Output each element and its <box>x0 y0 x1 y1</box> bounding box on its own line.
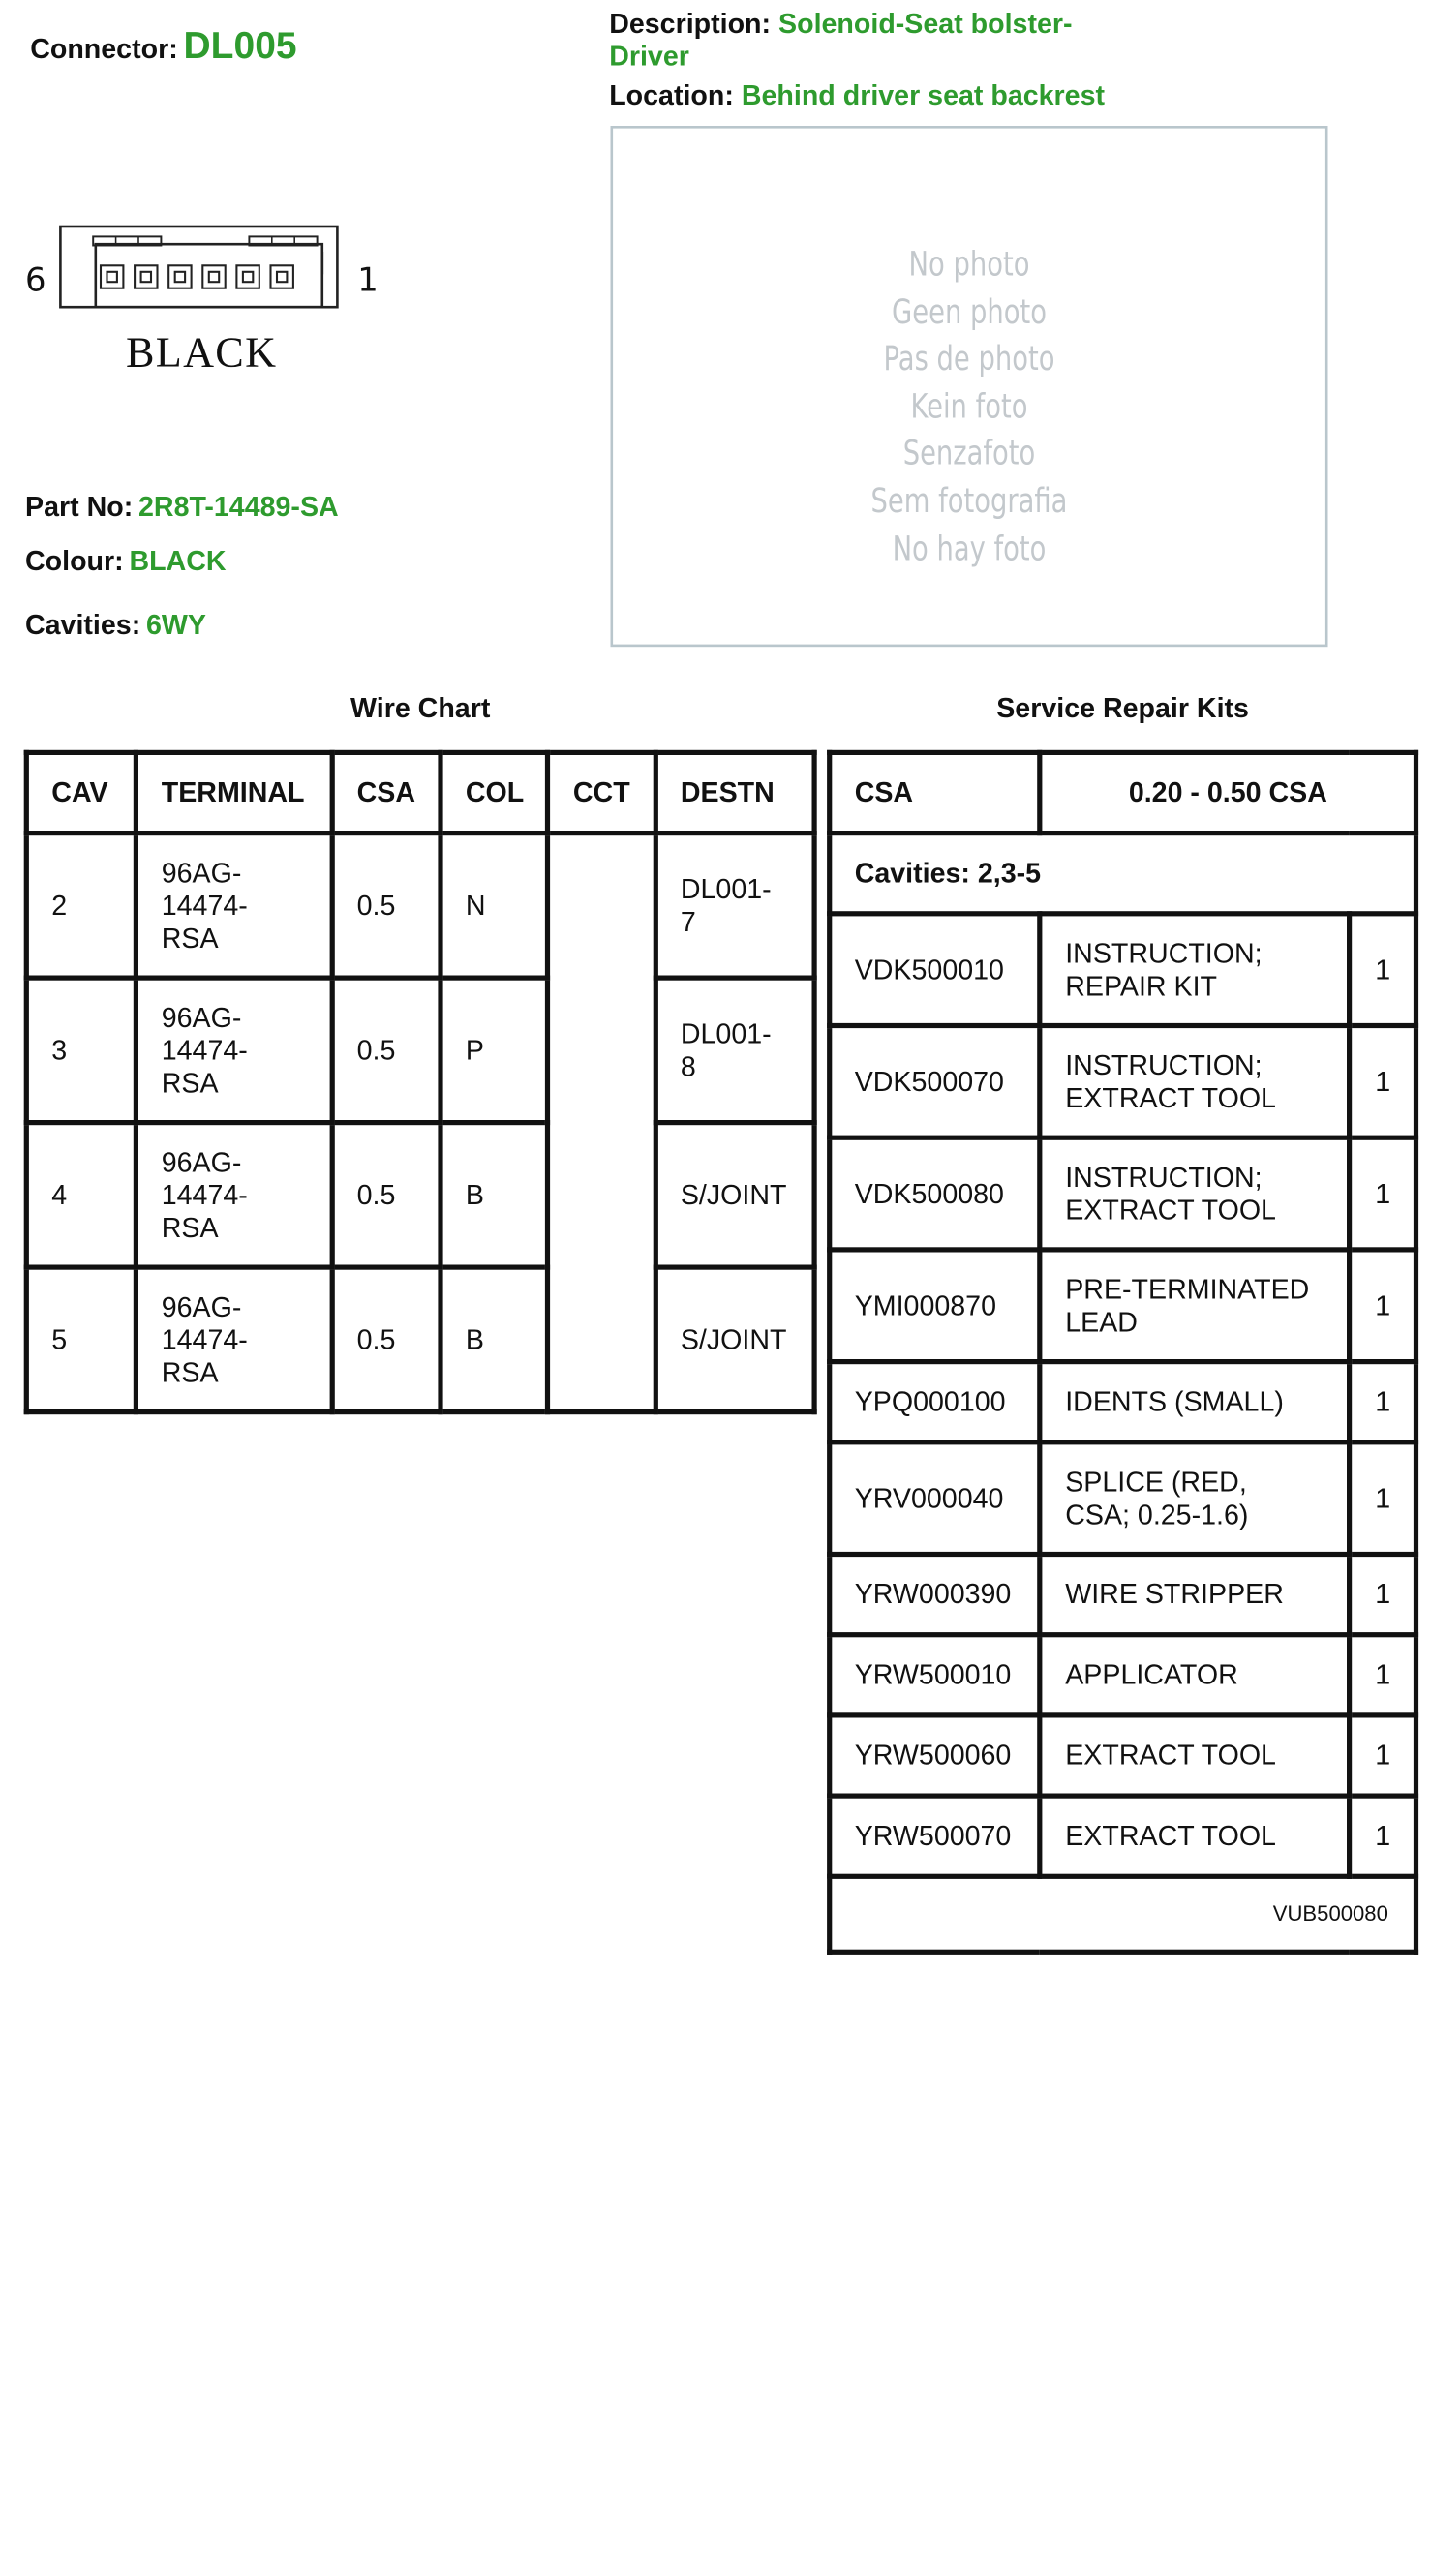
kit-description: EXTRACT TOOL <box>1040 1796 1350 1876</box>
cavities-label: Cavities: <box>25 609 141 641</box>
description-value: Solenoid-Seat bolster-Driver <box>609 7 1073 73</box>
kit-quantity: 1 <box>1350 1715 1416 1796</box>
kit-description: INSTRUCTION; REPAIR KIT <box>1040 914 1350 1026</box>
table-row <box>26 1267 814 1412</box>
kit-quantity: 1 <box>1350 1137 1416 1250</box>
table-row <box>26 978 814 1123</box>
kit-quantity: 1 <box>1350 1362 1416 1442</box>
no-photo-line: Sem fotografia <box>870 481 1068 522</box>
cell-cav: 4 <box>26 1123 136 1268</box>
kit-code: YRV000040 <box>830 1442 1041 1555</box>
header-csa: CSA <box>332 752 441 833</box>
table-header-row <box>26 752 814 833</box>
table-row <box>830 1362 1416 1442</box>
part-number-value: 2R8T-14489-SA <box>138 490 339 523</box>
cell-destn: S/JOINT <box>655 1267 814 1412</box>
kit-description: INSTRUCTION; EXTRACT TOOL <box>1040 1137 1350 1250</box>
location-value: Behind driver seat backrest <box>741 78 1106 111</box>
connector-colour-label: BLACK <box>126 329 278 377</box>
kit-csa-value: 0.20 - 0.50 CSA <box>1040 752 1416 833</box>
table-row <box>830 1635 1416 1715</box>
kit-description: PRE-TERMINATED LEAD <box>1040 1250 1350 1362</box>
connector-face-diagram <box>58 224 343 312</box>
no-photo-line: Kein foto <box>910 387 1028 427</box>
kit-quantity: 1 <box>1350 914 1416 1026</box>
part-number-label: Part No: <box>25 490 134 523</box>
kit-code: VDK500080 <box>830 1137 1041 1250</box>
table-row <box>26 833 814 979</box>
kit-cavities-cell: Cavities: 2,3-5 <box>830 833 1416 914</box>
kit-quantity: 1 <box>1350 1555 1416 1635</box>
connector-value: DL005 <box>183 25 297 67</box>
kit-code: VDK500070 <box>830 1026 1041 1138</box>
no-photo-line: Senzafoto <box>902 434 1036 474</box>
cell-csa: 0.5 <box>332 833 441 979</box>
cell-col: B <box>441 1123 548 1268</box>
no-photo-line: Pas de photo <box>883 340 1055 379</box>
photo-placeholder-box <box>611 126 1328 647</box>
no-photo-text <box>691 242 1247 573</box>
header-col: COL <box>441 752 548 833</box>
description-line <box>609 8 1138 74</box>
kit-footer-code: VUB500080 <box>830 1876 1416 1952</box>
connector-line <box>30 25 296 68</box>
cell-terminal: 96AG- 14474- RSA <box>137 1267 332 1412</box>
table-header-row <box>830 752 1416 833</box>
connector-label: Connector: <box>30 32 178 65</box>
kit-quantity: 1 <box>1350 1635 1416 1715</box>
cell-col: B <box>441 1267 548 1412</box>
header-destn: DESTN <box>655 752 814 833</box>
kit-description: WIRE STRIPPER <box>1040 1555 1350 1635</box>
colour-label: Colour: <box>25 544 124 577</box>
no-photo-line: Geen photo <box>892 292 1047 332</box>
kit-description: INSTRUCTION; EXTRACT TOOL <box>1040 1026 1350 1138</box>
cell-cav: 3 <box>26 978 136 1123</box>
pin-number-left: 6 <box>25 261 46 300</box>
part-number-line <box>25 491 339 524</box>
table-row <box>830 1137 1416 1250</box>
cell-cct <box>548 833 655 1412</box>
header-cct: CCT <box>548 752 655 833</box>
table-row <box>830 1715 1416 1796</box>
kit-description: IDENTS (SMALL) <box>1040 1362 1350 1442</box>
location-label: Location: <box>609 78 734 111</box>
kit-code: YRW000390 <box>830 1555 1041 1635</box>
cavities-value: 6WY <box>146 609 207 641</box>
table-row <box>830 1026 1416 1138</box>
repair-kits-title: Service Repair Kits <box>996 692 1249 724</box>
kit-code: YRW500060 <box>830 1715 1041 1796</box>
cell-csa: 0.5 <box>332 1123 441 1268</box>
cell-destn: DL001- 7 <box>655 833 814 979</box>
cell-cav: 5 <box>26 1267 136 1412</box>
colour-line <box>25 545 227 578</box>
cell-col: P <box>441 978 548 1123</box>
kit-footer-row <box>830 1876 1416 1952</box>
table-row <box>830 1796 1416 1876</box>
cell-col: N <box>441 833 548 979</box>
kit-code: YPQ000100 <box>830 1362 1041 1442</box>
kit-description: EXTRACT TOOL <box>1040 1715 1350 1796</box>
kit-code: YMI000870 <box>830 1250 1041 1362</box>
description-label: Description: <box>609 7 772 40</box>
cell-destn: DL001- 8 <box>655 978 814 1123</box>
kit-code: YRW500010 <box>830 1635 1041 1715</box>
header-cav: CAV <box>26 752 136 833</box>
header-terminal: TERMINAL <box>137 752 332 833</box>
cell-destn: S/JOINT <box>655 1123 814 1268</box>
cell-terminal: 96AG- 14474- RSA <box>137 1123 332 1268</box>
table-row <box>830 1555 1416 1635</box>
wire-chart-title: Wire Chart <box>350 692 491 724</box>
cell-terminal: 96AG- 14474- RSA <box>137 833 332 979</box>
cell-csa: 0.5 <box>332 1267 441 1412</box>
table-row <box>830 914 1416 1026</box>
kit-quantity: 1 <box>1350 1250 1416 1362</box>
wire-chart-table <box>24 750 817 1414</box>
table-row <box>830 1250 1416 1362</box>
kit-quantity: 1 <box>1350 1026 1416 1138</box>
cell-terminal: 96AG- 14474- RSA <box>137 978 332 1123</box>
table-row <box>26 1123 814 1268</box>
kit-code: VDK500010 <box>830 914 1041 1026</box>
cavities-line <box>25 609 206 642</box>
cell-csa: 0.5 <box>332 978 441 1123</box>
kit-cavities-row <box>830 833 1416 914</box>
repair-kits-table <box>827 750 1418 1955</box>
kit-code: YRW500070 <box>830 1796 1041 1876</box>
kit-description: SPLICE (RED, CSA; 0.25-1.6) <box>1040 1442 1350 1555</box>
kit-description: APPLICATOR <box>1040 1635 1350 1715</box>
no-photo-line: No hay foto <box>892 529 1047 569</box>
kit-quantity: 1 <box>1350 1796 1416 1876</box>
kit-csa-label: CSA <box>830 752 1041 833</box>
cell-cav: 2 <box>26 833 136 979</box>
colour-value: BLACK <box>129 544 227 577</box>
pin-number-right: 1 <box>357 261 379 300</box>
location-line <box>609 79 1105 112</box>
kit-quantity: 1 <box>1350 1442 1416 1555</box>
table-row <box>830 1442 1416 1555</box>
no-photo-line: No photo <box>908 245 1030 285</box>
